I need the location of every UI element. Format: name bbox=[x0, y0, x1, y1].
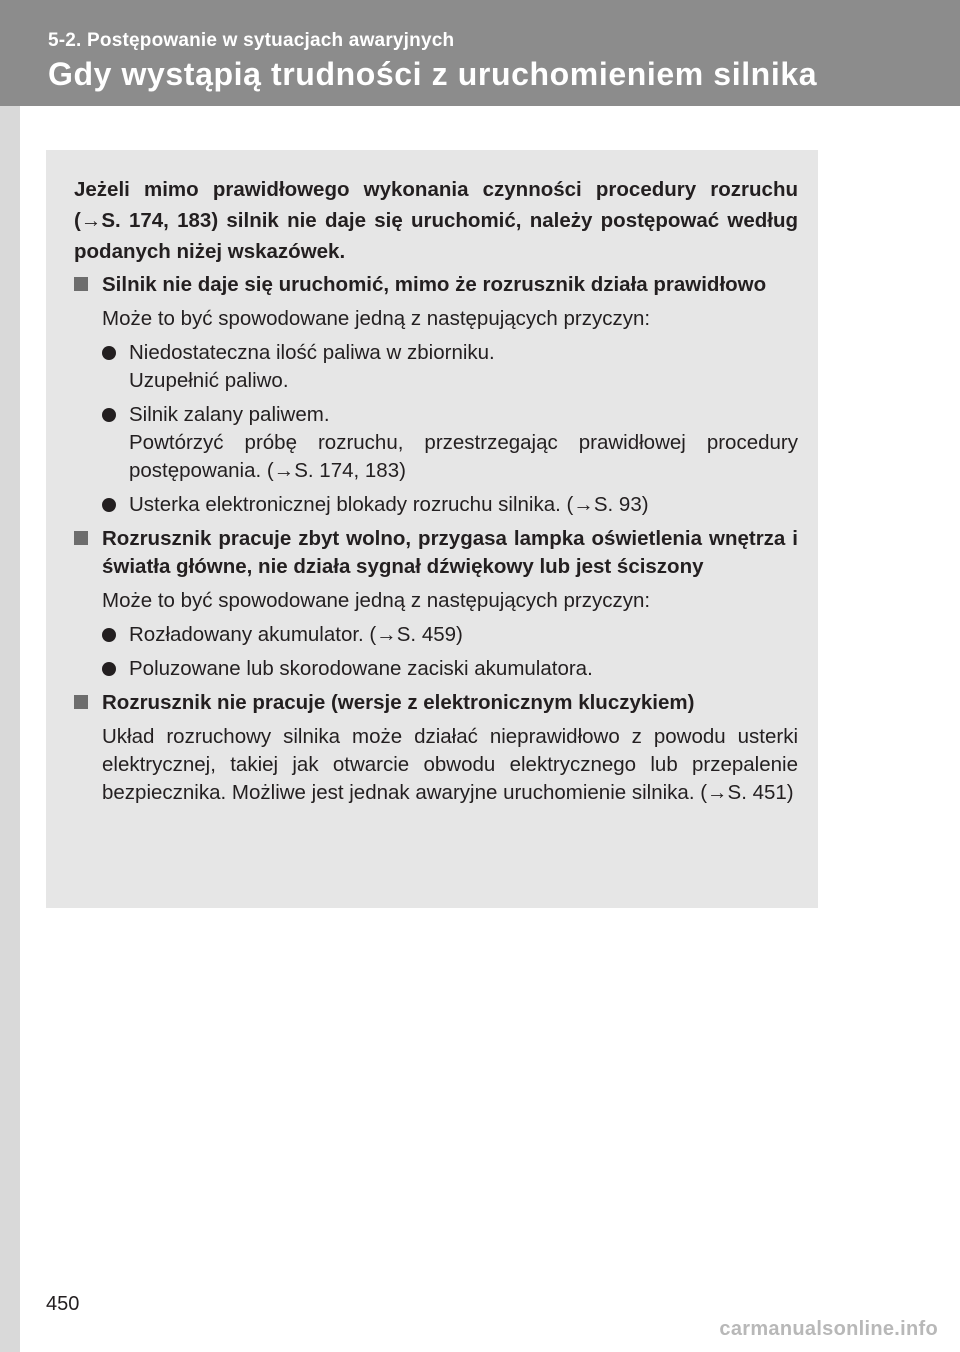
list-item-text: Rozładowany akumulator. (→S. 459) bbox=[129, 623, 463, 646]
bullet-dot-icon bbox=[102, 346, 116, 360]
list-item-text: Poluzowane lub skorodowane zaciski akumulatora. bbox=[129, 657, 593, 680]
chapter-header bbox=[0, 0, 960, 106]
watermark: carmanualsonline.info bbox=[719, 1318, 938, 1340]
bullet-dot-icon bbox=[102, 662, 116, 676]
list-item-text: Usterka elektronicznej blokady rozruchu silnika. (→S. 93) bbox=[129, 493, 649, 516]
section-heading-engine-no-start bbox=[74, 271, 798, 299]
list-item-text: Silnik zalany paliwem. bbox=[129, 403, 330, 426]
page-title: Gdy wystąpią trudności z uruchomieniem silnika bbox=[48, 56, 818, 92]
section-heading-text: Silnik nie daje się uruchomić, mimo że rozrusznik działa prawidłowo bbox=[102, 273, 767, 296]
bullet-dot-icon bbox=[102, 628, 116, 642]
list-item-text: Niedostateczna ilość paliwa w zbiorniku. bbox=[129, 341, 495, 364]
list-item bbox=[74, 655, 798, 683]
content bbox=[74, 174, 798, 813]
section-heading-text: Rozrusznik nie pracuje (wersje z elektronicznym kluczykiem) bbox=[102, 691, 695, 714]
list-item-action: Uzupełnić paliwo. bbox=[129, 369, 289, 392]
page-number: 450 bbox=[46, 1293, 80, 1315]
section-text: Układ rozruchowy silnika może działać nieprawidłowo z powodu usterki elektrycznej, takiej jak otwarcie obwodu elektrycznego lub przepalenie bezpiecznika. Możliwe jest jednak awaryjne uruchomienie silnika. (→S. 451) bbox=[102, 725, 798, 804]
bullet-dot-icon bbox=[102, 498, 116, 512]
list-item-action: Powtórzyć próbę rozruchu, przestrzegając prawidłowej procedury postępowania. (→S. 174, 183) bbox=[129, 431, 798, 482]
list-item bbox=[74, 339, 798, 395]
square-bullet-icon bbox=[74, 277, 88, 291]
list-item bbox=[74, 621, 798, 649]
list-item bbox=[74, 491, 798, 519]
bullet-dot-icon bbox=[102, 408, 116, 422]
section-label: 5-2. Postępowanie w sytuacjach awaryjnych bbox=[48, 30, 455, 51]
intro-text: Jeżeli mimo prawidłowego wykonania czynności procedury rozruchu (→S. 174, 183) silnik nie daje się uruchomić, należy postępować według podanych niżej wskazówek. bbox=[74, 178, 798, 263]
section-heading-slow-starter bbox=[74, 525, 798, 581]
section-heading-text: Rozrusznik pracuje zbyt wolno, przygasa lampka oświetlenia wnętrza i światła główne, nie działa sygnał dźwiękowy lub jest ściszony bbox=[102, 527, 798, 578]
square-bullet-icon bbox=[74, 531, 88, 545]
square-bullet-icon bbox=[74, 695, 88, 709]
section-text: Może to być spowodowane jedną z następujących przyczyn: bbox=[102, 589, 651, 612]
page-edge-strip bbox=[0, 0, 20, 1352]
section-heading-starter-not-working bbox=[74, 689, 798, 717]
section-text: Może to być spowodowane jedną z następujących przyczyn: bbox=[102, 307, 651, 330]
list-item bbox=[74, 401, 798, 485]
